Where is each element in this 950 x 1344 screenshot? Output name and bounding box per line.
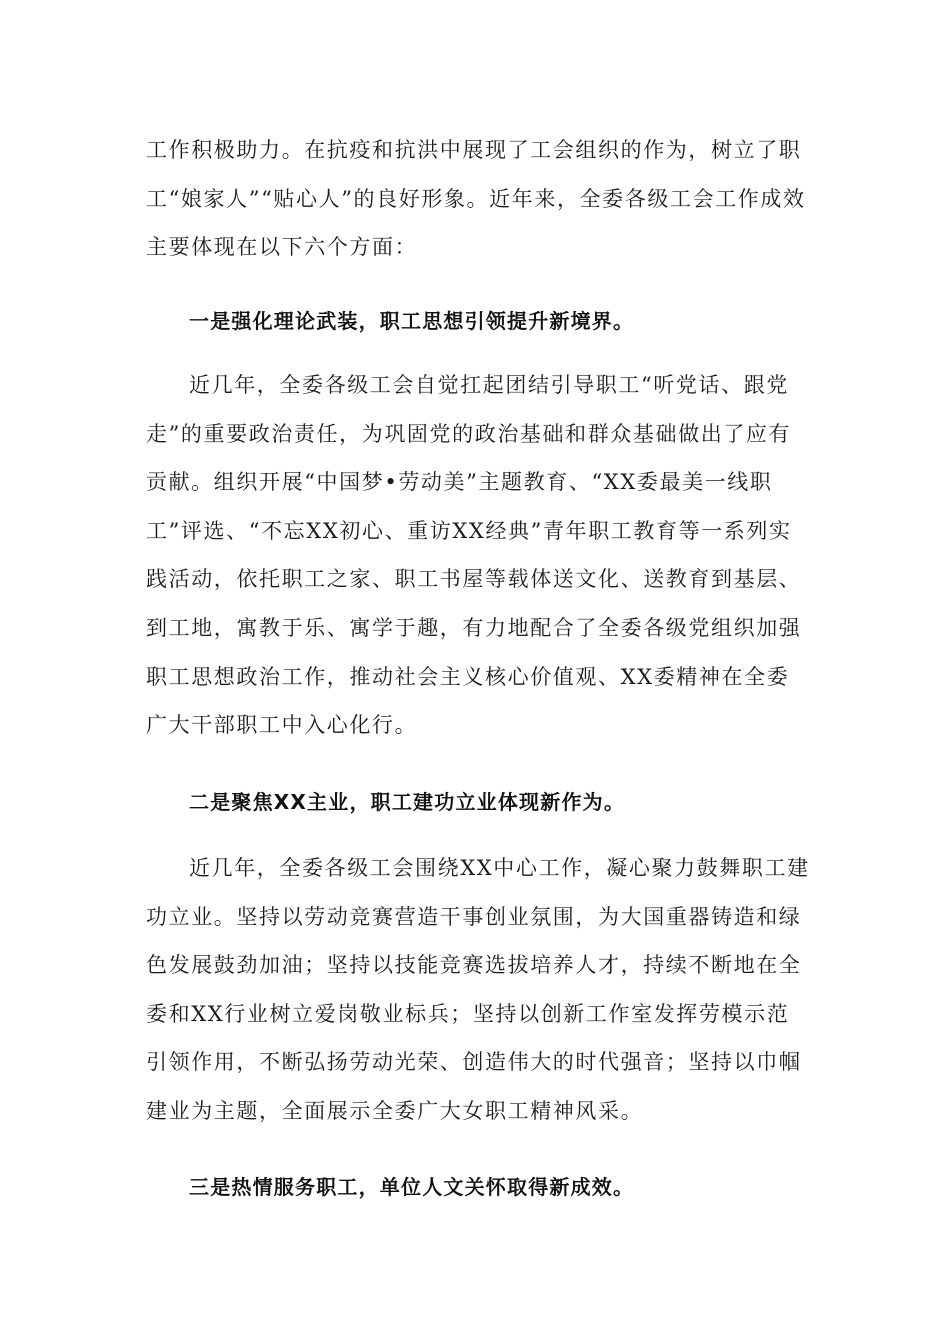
section-1-body: 近几年，全委各级工会自觉扛起团结引导职工“听党话、跟党走”的重要政治责任，为巩固党的政治基础和群众基础做出了应有贡献。组织开展“中国梦•劳动美”主题教育、“XX委最美一线职工”评选、“不忘XX初心、重访XX经典”青年职工教育等一系列实践活动，依托职工之家、职工书屋等载体送文化、送教育到基层、到工地，寓教于乐、寓学于趣，有力地配合了全委各级党组织加强职工思想政治工作，推动社会主义核心价值观、XX委精神在全委广大干部职工中入心化行。 xyxy=(146,373,802,738)
intro-paragraph: 工作积极助力。在抗疫和抗洪中展现了工会组织的作为，树立了职工“娘家人”“贴心人”的良好形象。近年来，全委各级工会工作成效主要体现在以下六个方面： xyxy=(146,138,806,260)
section-3-heading: 三是热情服务职工，单位人文关怀取得新成效。 xyxy=(189,1175,635,1199)
section-2-body: 近几年，全委各级工会围绕XX中心工作，凝心聚力鼓舞职工建功立业。坚持以劳动竞赛营造干事创业氛围，为大国重器铸造和绿色发展鼓劲加油；坚持以技能竞赛选拔培养人才，持续不断地在全委和XX行业树立爱岗敬业标兵；坚持以创新工作室发挥劳模示范引领作用，不断弘扬劳动光荣、创造伟大的时代强音；坚持以巾帼建业为主题，全面展示全委广大女职工精神风采。 xyxy=(146,856,810,1123)
section-2-heading: 二是聚焦XX主业，职工建功立业体现新作为。 xyxy=(189,790,626,814)
section-1-heading: 一是强化理论武装，职工思想引领提升新境界。 xyxy=(189,309,635,333)
